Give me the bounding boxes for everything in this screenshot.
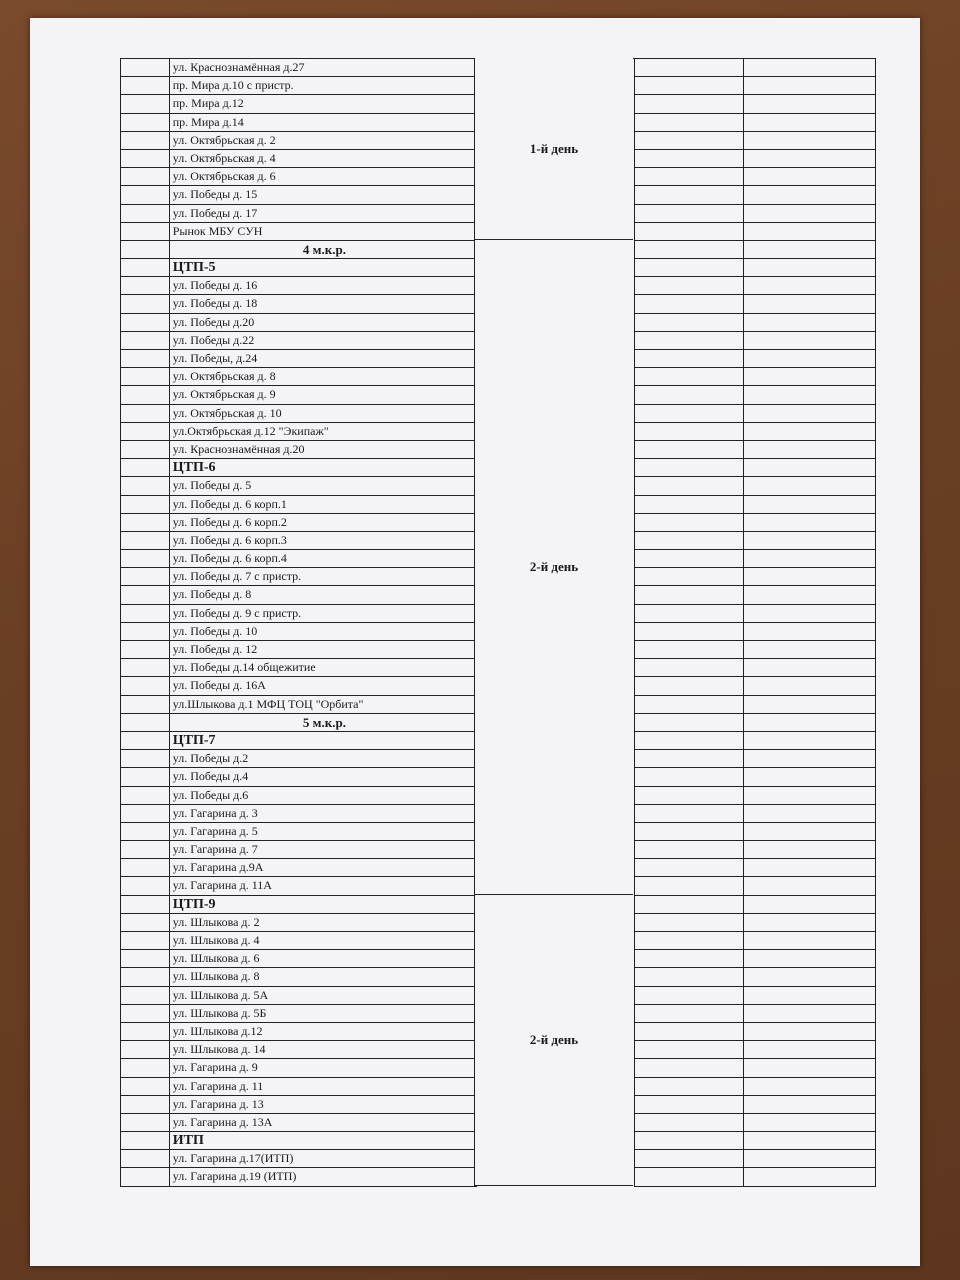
row-number-cell [120,332,169,350]
blank-cell [634,987,742,1005]
blank-cell [743,150,876,168]
address-cell: ул. Победы д. 6 корп.4 [169,550,476,568]
blank-cell [634,859,742,877]
blank-cell [634,114,742,132]
address-cell: ул. Победы д.14 общежитие [169,659,476,677]
blank-cell [634,314,742,332]
blank-cell [743,950,876,968]
row-number-cell [120,423,169,441]
blank-cell [634,568,742,586]
row-number-cell [120,186,169,204]
blank-cell [634,1114,742,1132]
blank-cell [743,714,876,732]
blank-cell [634,241,742,259]
blank-cell [743,368,876,386]
blank-cell [634,423,742,441]
blank-cell [634,787,742,805]
address-cell: ул. Победы д. 7 с пристр. [169,568,476,586]
blank-cell [634,641,742,659]
row-number-cell [120,350,169,368]
blank-cell [634,1041,742,1059]
district-header-cell: 5 м.к.р. [169,714,476,732]
day-label-cell: 2-й день [474,895,633,1186]
blank-cell [634,805,742,823]
address-cell: ул. Победы д. 17 [169,205,476,223]
blank-cell [743,1059,876,1077]
address-cell: пр. Мира д.10 с пристр. [169,77,476,95]
blank-cell [743,696,876,714]
address-cell: пр. Мира д.14 [169,114,476,132]
address-cell: ул. Победы д.2 [169,750,476,768]
address-cell: ул. Гагарина д.17(ИТП) [169,1150,476,1168]
row-number-cell [120,987,169,1005]
blank-cell [743,459,876,477]
row-number-cell [120,859,169,877]
blank-cell [634,95,742,113]
blank-cell [634,132,742,150]
blank-cell [634,168,742,186]
address-cell: ул. Краснознамённая д.20 [169,441,476,459]
address-cell: ул. Победы д.22 [169,332,476,350]
row-number-cell [120,914,169,932]
blank-cell [634,877,742,895]
section-header-cell: ЦТП-6 [169,459,476,477]
blank-cell [634,368,742,386]
blank-cell [743,496,876,514]
blank-cell [634,659,742,677]
blank-cell [634,350,742,368]
blank-cell [634,150,742,168]
blank-cell [743,1041,876,1059]
blank-cell [634,750,742,768]
blank-cell [743,768,876,786]
address-cell: ул. Гагарина д.19 (ИТП) [169,1168,476,1186]
address-cell: ул. Гагарина д. 13А [169,1114,476,1132]
blank-cell [634,714,742,732]
day-label-cell: 1-й день [474,58,633,240]
blank-cell [634,532,742,550]
blank-cell [743,1114,876,1132]
row-number-cell [120,295,169,313]
blank-cell [634,968,742,986]
row-number-cell [120,77,169,95]
address-cell: ул.Октябрьская д.12 "Экипаж" [169,423,476,441]
address-cell: ул. Октябрьская д. 9 [169,386,476,404]
blank-cell [743,332,876,350]
blank-cell [743,77,876,95]
blank-cell [634,386,742,404]
row-number-cell [120,550,169,568]
blank-cell [634,186,742,204]
blank-cell [743,641,876,659]
blank-cell [743,1132,876,1150]
blank-cell [743,677,876,695]
address-cell: ул. Победы д. 5 [169,477,476,495]
blank-cell [743,1168,876,1186]
address-cell: ул. Шлыкова д. 14 [169,1041,476,1059]
blank-cell [634,1023,742,1041]
address-cell: ул. Шлыкова д. 5Б [169,1005,476,1023]
row-number-cell [120,1114,169,1132]
section-header-cell: ИТП [169,1132,476,1150]
address-cell: ул. Гагарина д. 5 [169,823,476,841]
row-number-cell [120,59,169,77]
blank-cell [634,459,742,477]
address-cell: ул. Шлыкова д. 5А [169,987,476,1005]
row-number-cell [120,1078,169,1096]
blank-cell [634,277,742,295]
blank-cell [634,477,742,495]
blank-cell [743,568,876,586]
row-number-cell [120,968,169,986]
address-cell: ул. Гагарина д.9А [169,859,476,877]
row-number-cell [120,750,169,768]
blank-cell [634,77,742,95]
blank-cell [743,750,876,768]
row-number-cell [120,1005,169,1023]
row-number-cell [120,841,169,859]
address-cell: ул. Гагарина д. 7 [169,841,476,859]
blank-cell [743,968,876,986]
section-header-cell: ЦТП-5 [169,259,476,277]
blank-cell [743,659,876,677]
row-number-cell [120,150,169,168]
blank-cell [634,1096,742,1114]
address-cell: ул. Гагарина д. 13 [169,1096,476,1114]
row-number-cell [120,441,169,459]
address-cell: ул. Октябрьская д. 2 [169,132,476,150]
row-number-cell [120,368,169,386]
blank-cell [634,405,742,423]
blank-cell [743,586,876,604]
address-cell: ул. Победы д. 16 [169,277,476,295]
blank-cell [743,859,876,877]
row-number-cell [120,477,169,495]
address-cell: ул. Краснознамённая д.27 [169,59,476,77]
blank-cell [743,823,876,841]
blank-cell [743,114,876,132]
row-number-cell [120,732,169,750]
address-cell: ул. Победы д.4 [169,768,476,786]
blank-cell [743,550,876,568]
row-number-cell [120,168,169,186]
blank-cell [743,241,876,259]
blank-cell [634,59,742,77]
blank-cell [634,696,742,714]
address-cell: ул. Победы д.6 [169,787,476,805]
blank-cell [743,295,876,313]
blank-cell [634,496,742,514]
blank-cell [634,623,742,641]
address-cell: пр. Мира д.12 [169,95,476,113]
row-number-cell [120,95,169,113]
address-cell: ул. Шлыкова д. 8 [169,968,476,986]
row-number-cell [120,277,169,295]
blank-cell [743,95,876,113]
blank-cell [634,223,742,241]
blank-cell [634,295,742,313]
blank-cell [634,441,742,459]
row-number-cell [120,259,169,277]
blank-cell [743,841,876,859]
row-number-cell [120,677,169,695]
district-header-cell: 4 м.к.р. [169,241,476,259]
address-cell: ул. Гагарина д. 9 [169,1059,476,1077]
address-cell: ул. Победы д. 9 с пристр. [169,605,476,623]
blank-cell [743,277,876,295]
address-cell: ул. Шлыкова д.12 [169,1023,476,1041]
address-cell: ул. Победы д. 6 корп.1 [169,496,476,514]
row-number-cell [120,1096,169,1114]
row-number-cell [120,532,169,550]
address-cell: ул. Победы д. 15 [169,186,476,204]
blank-cell [634,841,742,859]
blank-cell [743,787,876,805]
blank-cell [634,768,742,786]
blank-cell [743,514,876,532]
blank-cell [743,350,876,368]
address-cell: ул. Победы д. 6 корп.3 [169,532,476,550]
row-number-cell [120,114,169,132]
address-cell: ул. Победы д. 12 [169,641,476,659]
blank-cell [634,823,742,841]
address-cell: ул. Победы д. 16А [169,677,476,695]
row-number-cell [120,950,169,968]
blank-cell [634,259,742,277]
blank-cell [743,914,876,932]
blank-cell [743,259,876,277]
row-number-cell [120,459,169,477]
blank-cell [743,314,876,332]
blank-cell [634,586,742,604]
row-number-cell [120,1132,169,1150]
blank-cell [634,1005,742,1023]
schedule-table [120,58,876,1187]
blank-cell [634,896,742,914]
blank-cell [743,532,876,550]
address-cell: ул. Октябрьская д. 10 [169,405,476,423]
address-cell: ул. Октябрьская д. 6 [169,168,476,186]
blank-cell [634,950,742,968]
blank-cell [743,423,876,441]
address-cell: ул. Гагарина д. 11 [169,1078,476,1096]
blank-cell [743,1096,876,1114]
address-cell: ул. Октябрьская д. 8 [169,368,476,386]
address-cell: ул. Шлыкова д. 2 [169,914,476,932]
blank-cell [743,386,876,404]
blank-cell [634,1168,742,1186]
blank-cell [634,677,742,695]
row-number-cell [120,568,169,586]
blank-cell [743,186,876,204]
blank-cell [634,605,742,623]
row-number-cell [120,659,169,677]
address-cell: ул. Победы д. 8 [169,586,476,604]
blank-cell [634,1132,742,1150]
row-number-cell [120,205,169,223]
blank-cell [743,1078,876,1096]
blank-cell [634,550,742,568]
row-number-cell [120,768,169,786]
blank-cell [634,732,742,750]
row-number-cell [120,877,169,895]
blank-cell [743,168,876,186]
address-cell: ул. Победы д. 6 корп.2 [169,514,476,532]
row-number-cell [120,386,169,404]
blank-cell [634,332,742,350]
blank-cell [634,1078,742,1096]
blank-cell [743,987,876,1005]
blank-cell [743,477,876,495]
blank-cell [743,205,876,223]
blank-cell [743,59,876,77]
address-cell: ул. Гагарина д. 11А [169,877,476,895]
blank-cell [743,623,876,641]
blank-cell [634,514,742,532]
row-number-cell [120,496,169,514]
blank-cell [743,805,876,823]
blank-cell [743,605,876,623]
row-number-cell [120,1023,169,1041]
address-cell: ул. Гагарина д. 3 [169,805,476,823]
row-number-cell [120,787,169,805]
blank-cell [743,441,876,459]
row-number-cell [120,896,169,914]
row-number-cell [120,696,169,714]
blank-cell [634,914,742,932]
row-number-cell [120,241,169,259]
row-number-cell [120,641,169,659]
blank-cell [634,1150,742,1168]
address-cell: ул. Победы д. 18 [169,295,476,313]
blank-cell [743,732,876,750]
blank-cell [743,877,876,895]
address-cell: ул. Шлыкова д. 6 [169,950,476,968]
address-cell: Рынок МБУ СУН [169,223,476,241]
row-number-cell [120,1059,169,1077]
row-number-cell [120,223,169,241]
address-cell: ул.Шлыкова д.1 МФЦ ТОЦ "Орбита" [169,696,476,714]
row-number-cell [120,932,169,950]
day-label-cell: 2-й день [474,240,633,895]
row-number-cell [120,1150,169,1168]
address-cell: ул. Шлыкова д. 4 [169,932,476,950]
blank-cell [634,932,742,950]
address-cell: ул. Победы д. 10 [169,623,476,641]
row-number-cell [120,605,169,623]
blank-cell [634,205,742,223]
row-number-cell [120,405,169,423]
blank-cell [743,132,876,150]
blank-cell [743,1150,876,1168]
blank-cell [743,1023,876,1041]
row-number-cell [120,805,169,823]
row-number-cell [120,1168,169,1186]
blank-cell [743,1005,876,1023]
row-number-cell [120,586,169,604]
row-number-cell [120,514,169,532]
section-header-cell: ЦТП-9 [169,896,476,914]
row-number-cell [120,132,169,150]
blank-cell [743,223,876,241]
row-number-cell [120,314,169,332]
address-cell: ул. Победы д.20 [169,314,476,332]
address-cell: ул. Победы, д.24 [169,350,476,368]
blank-cell [634,1059,742,1077]
row-number-cell [120,823,169,841]
address-cell: ул. Октябрьская д. 4 [169,150,476,168]
blank-cell [743,932,876,950]
section-header-cell: ЦТП-7 [169,732,476,750]
row-number-cell [120,1041,169,1059]
row-number-cell [120,714,169,732]
row-number-cell [120,623,169,641]
blank-cell [743,896,876,914]
blank-cell [743,405,876,423]
